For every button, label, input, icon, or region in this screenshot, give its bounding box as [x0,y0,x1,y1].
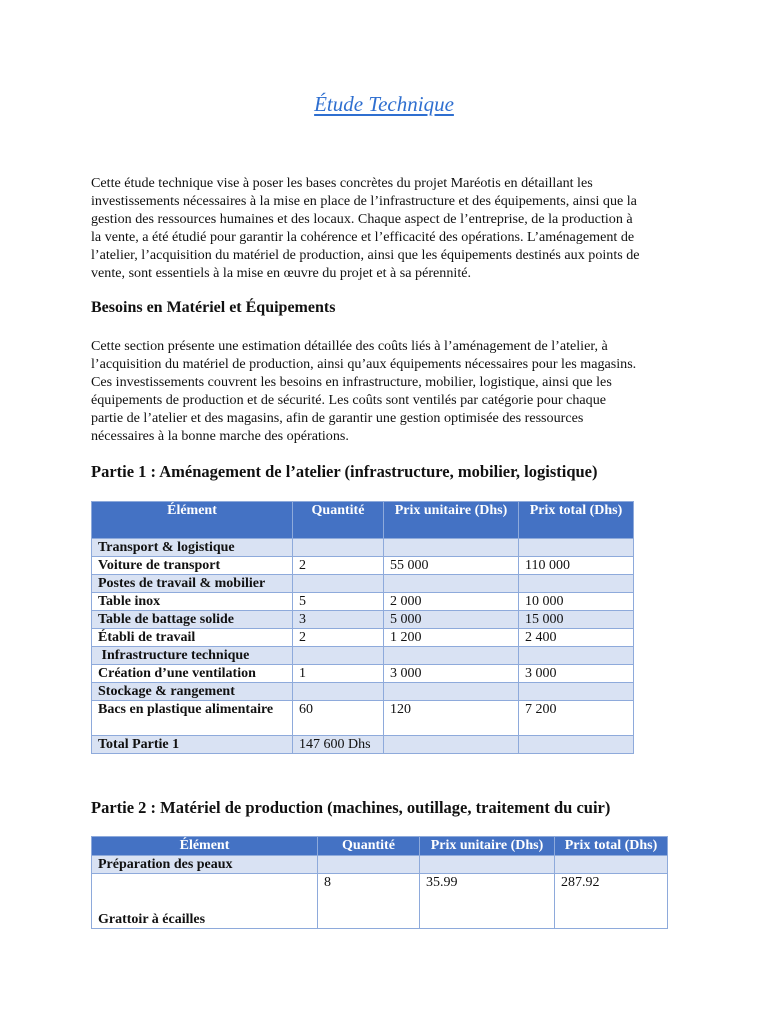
cell-quantity: 1 [293,665,384,683]
cell-unit-price [384,575,519,593]
cell-unit-price: 35.99 [420,874,555,929]
cell-element: Préparation des peaux [92,856,318,874]
table-row [92,856,668,874]
intro-line: la vente, a été étudié pour garantir la cohérence et l’efficacité des opérations. L’aménagement de [91,229,635,245]
partie1-heading: Partie 1 : Aménagement de l’atelier (infrastructure, mobilier, logistique) [91,462,598,481]
section-line: nécessaires à la bonne marche des opérations. [91,428,349,444]
cell-total-price: 7 200 [519,701,634,736]
column-header-total-price: Prix total (Dhs) [555,837,668,856]
table-row [92,593,634,611]
cell-unit-price: 3 000 [384,665,519,683]
table-header-row [92,837,668,856]
table-row [92,611,634,629]
intro-line: vente, sont essentiels à la mise en œuvre du projet et à sa pérennité. [91,265,472,281]
intro-line: Cette étude technique vise à poser les bases concrètes du projet Maréotis en détaillant les [91,175,593,191]
cell-element: Voiture de transport [92,557,293,575]
table-row [92,557,634,575]
cell-total-price [555,856,668,874]
cell-element: Table de battage solide [92,611,293,629]
partie2-cost-table [91,836,668,929]
cell-element: Transport & logistique [92,539,293,557]
column-header-quantity: Quantité [293,502,384,539]
cell-element: Table inox [92,593,293,611]
column-header-unit-price: Prix unitaire (Dhs) [420,837,555,856]
cell-total-price: 2 400 [519,629,634,647]
section-heading: Besoins en Matériel et Équipements [91,299,336,316]
section-line: Ces investissements couvrent les besoins en infrastructure, mobilier, logistique, ainsi que les [91,374,612,390]
table-row [92,647,634,665]
cell-total-price: 3 000 [519,665,634,683]
cell-quantity [293,683,384,701]
cell-unit-price: 1 200 [384,629,519,647]
cell-quantity [293,575,384,593]
section-line: équipements de production et de sécurité. Les coûts sont ventilés par catégorie pour chaque [91,392,607,408]
cell-element: Bacs en plastique alimentaire [92,701,293,736]
table-row [92,874,668,929]
cell-element: Infrastructure technique [92,647,293,665]
cell-quantity: 5 [293,593,384,611]
section-paragraph [91,337,683,445]
cell-total-price: 287.92 [555,874,668,929]
partie1-cost-table [91,501,634,754]
cell-quantity: 2 [293,557,384,575]
cell-unit-price: 120 [384,701,519,736]
cell-total-price: 15 000 [519,611,634,629]
table-row [92,683,634,701]
table-row [92,665,634,683]
section-line: l’acquisition du matériel de production, ainsi qu’aux équipements nécessaires pour les magasins. [91,356,637,372]
column-header-element: Élément [92,502,293,539]
cell-unit-price [384,539,519,557]
column-header-quantity: Quantité [318,837,420,856]
section-line: Cette section présente une estimation détaillée des coûts liés à l’aménagement de l’atelier, à [91,338,608,354]
cell-element: Grattoir à écailles [92,874,318,929]
column-header-total-price: Prix total (Dhs) [519,502,634,539]
table-row-total [92,736,634,754]
cell-element: Établi de travail [92,629,293,647]
cell-quantity: 147 600 Dhs [293,736,384,754]
partie2-heading: Partie 2 : Matériel de production (machines, outillage, traitement du cuir) [91,798,611,817]
column-header-element: Élément [92,837,318,856]
cell-total-price [519,683,634,701]
cell-element: Création d’une ventilation [92,665,293,683]
table-header-row [92,502,634,539]
cell-quantity: 60 [293,701,384,736]
cell-total-price [519,736,634,754]
cell-total-price [519,575,634,593]
cell-unit-price [420,856,555,874]
table-row [92,629,634,647]
table-row [92,575,634,593]
document-title: Étude Technique [314,92,454,116]
cell-total-price [519,539,634,557]
cell-total-price [519,647,634,665]
table-row [92,539,634,557]
cell-unit-price: 2 000 [384,593,519,611]
table-row [92,701,634,736]
cell-unit-price [384,683,519,701]
intro-line: investissements nécessaires à la mise en place de l’infrastructure et des équipements, ainsi que la [91,193,637,209]
column-header-unit-price: Prix unitaire (Dhs) [384,502,519,539]
cell-unit-price: 5 000 [384,611,519,629]
cell-element: Stockage & rangement [92,683,293,701]
cell-element: Total Partie 1 [92,736,293,754]
cell-quantity: 8 [318,874,420,929]
cell-total-price: 110 000 [519,557,634,575]
cell-quantity [293,647,384,665]
cell-element: Postes de travail & mobilier [92,575,293,593]
cell-total-price: 10 000 [519,593,634,611]
cell-unit-price [384,647,519,665]
cell-quantity [293,539,384,557]
intro-paragraph [91,174,683,282]
intro-line: gestion des ressources humaines et des locaux. Chaque aspect de l’entreprise, de la production à [91,211,633,227]
cell-unit-price [384,736,519,754]
section-line: partie de l’atelier et des magasins, afin de garantir une gestion optimisée des ressources [91,410,584,426]
cell-unit-price: 55 000 [384,557,519,575]
cell-quantity [318,856,420,874]
intro-line: l’atelier, l’acquisition du matériel de production, ainsi que les équipements destinés aux points de [91,247,640,263]
cell-quantity: 3 [293,611,384,629]
cell-quantity: 2 [293,629,384,647]
